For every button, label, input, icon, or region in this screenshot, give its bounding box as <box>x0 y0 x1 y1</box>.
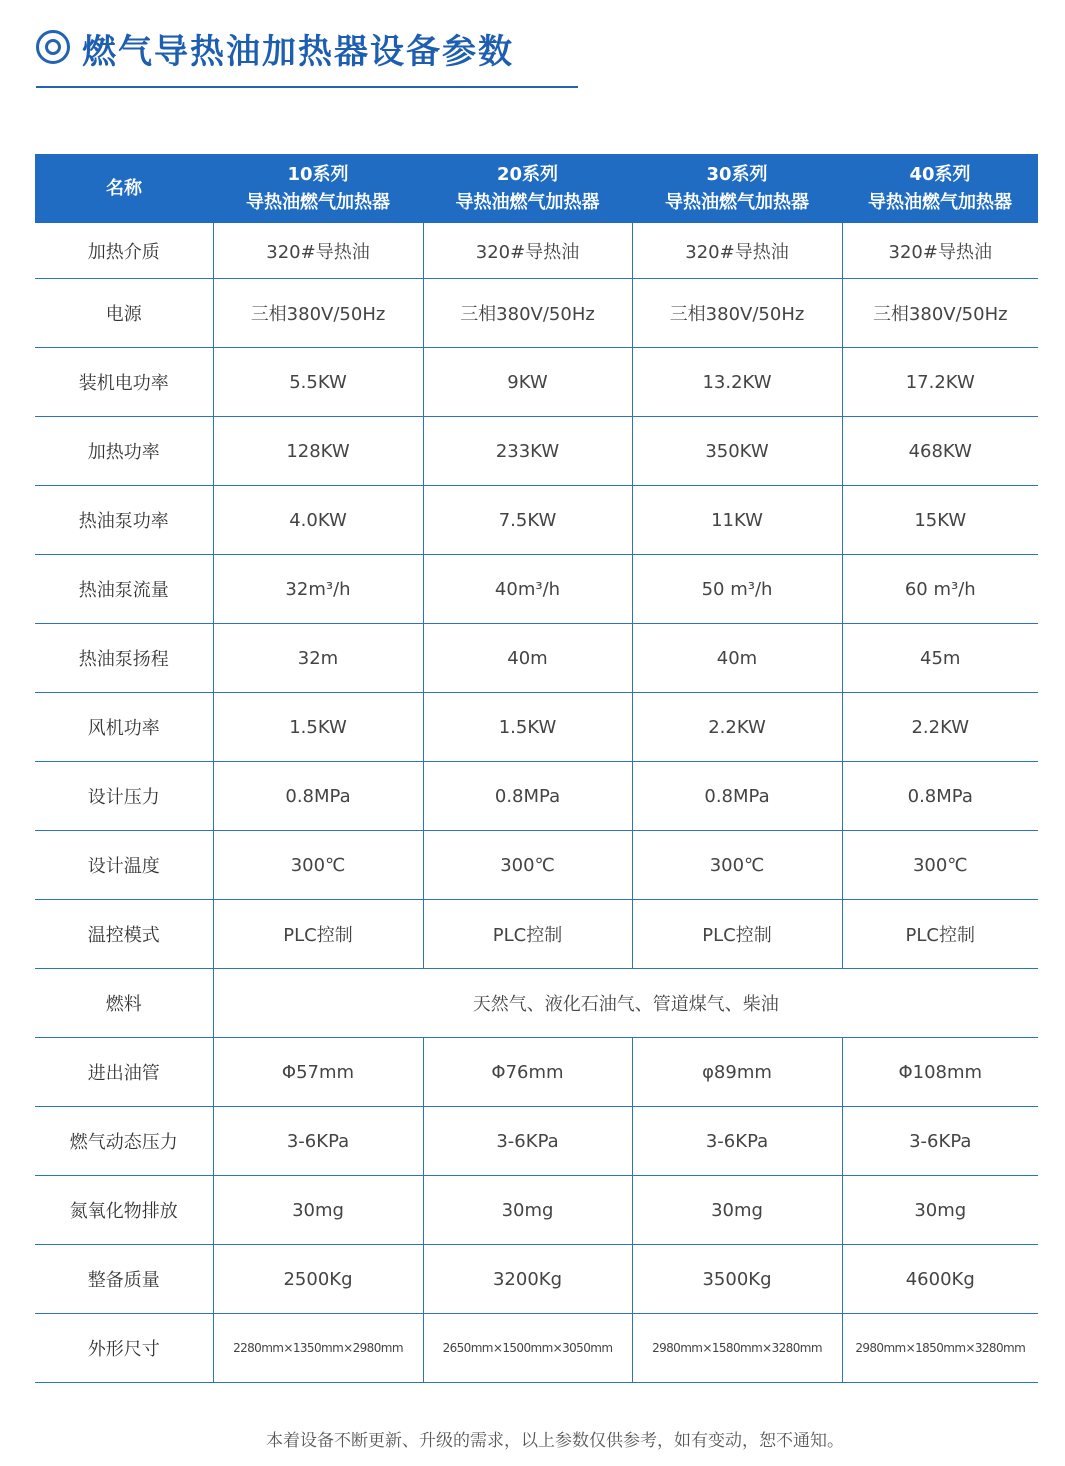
cell-value: 3-6KPa <box>842 1107 1038 1176</box>
table-row <box>35 693 1038 762</box>
cell-value: 9KW <box>423 348 632 417</box>
cell-value: 30mg <box>842 1176 1038 1245</box>
row-label: 热油泵功率 <box>35 486 213 555</box>
cell-value: 468KW <box>842 417 1038 486</box>
cell-value: 128KW <box>213 417 423 486</box>
row-label: 整备质量 <box>35 1245 213 1314</box>
row-label: 电源 <box>35 279 213 348</box>
cell-value: 0.8MPa <box>632 762 842 831</box>
table-row <box>35 417 1038 486</box>
cell-value: Φ57mm <box>213 1038 423 1107</box>
cell-value: 320#导热油 <box>213 223 423 279</box>
header-name: 名称 <box>35 154 213 223</box>
row-label: 温控模式 <box>35 900 213 969</box>
cell-value: φ89mm <box>632 1038 842 1107</box>
cell-value: 3500Kg <box>632 1245 842 1314</box>
table-row <box>35 555 1038 624</box>
cell-value: 7.5KW <box>423 486 632 555</box>
page-title: 燃气导热油加热器设备参数 <box>82 32 514 72</box>
table-row <box>35 624 1038 693</box>
cell-value: 0.8MPa <box>213 762 423 831</box>
header-series-20: 20系列 导热油燃气加热器 <box>423 154 632 223</box>
cell-value: 2280mm×1350mm×2980mm <box>213 1314 423 1383</box>
cell-value: 30mg <box>213 1176 423 1245</box>
table-row <box>35 486 1038 555</box>
cell-value: 2.2KW <box>632 693 842 762</box>
row-label: 热油泵扬程 <box>35 624 213 693</box>
cell-value: 17.2KW <box>842 348 1038 417</box>
cell-value: 320#导热油 <box>632 223 842 279</box>
footnote: 本着设备不断更新、升级的需求，以上参数仅供参考，如有变动，恕不通知。 <box>266 1431 844 1451</box>
table-row <box>35 348 1038 417</box>
table-row <box>35 223 1038 279</box>
cell-value: 320#导热油 <box>423 223 632 279</box>
cell-value: Φ76mm <box>423 1038 632 1107</box>
cell-value: 0.8MPa <box>423 762 632 831</box>
row-label: 装机电功率 <box>35 348 213 417</box>
row-label: 加热功率 <box>35 417 213 486</box>
cell-value: 40m <box>632 624 842 693</box>
cell-value: 13.2KW <box>632 348 842 417</box>
cell-value: 3-6KPa <box>632 1107 842 1176</box>
cell-value: 1.5KW <box>213 693 423 762</box>
cell-value: PLC控制 <box>632 900 842 969</box>
row-label: 风机功率 <box>35 693 213 762</box>
cell-value: 三相380V/50Hz <box>842 279 1038 348</box>
row-label: 设计温度 <box>35 831 213 900</box>
target-circle-icon <box>36 30 70 64</box>
cell-value: 300℃ <box>842 831 1038 900</box>
row-label: 燃料 <box>35 969 213 1038</box>
row-label: 燃气动态压力 <box>35 1107 213 1176</box>
cell-value: 3-6KPa <box>213 1107 423 1176</box>
cell-value: 三相380V/50Hz <box>423 279 632 348</box>
cell-value: 32m³/h <box>213 555 423 624</box>
header-series-30: 30系列 导热油燃气加热器 <box>632 154 842 223</box>
table-row <box>35 969 1038 1038</box>
cell-value: PLC控制 <box>842 900 1038 969</box>
cell-value: 30mg <box>423 1176 632 1245</box>
row-label: 外形尺寸 <box>35 1314 213 1383</box>
table-header-row <box>35 154 1038 223</box>
cell-value: 30mg <box>632 1176 842 1245</box>
table-row <box>35 831 1038 900</box>
cell-value: 11KW <box>632 486 842 555</box>
cell-value: 300℃ <box>213 831 423 900</box>
title-bar <box>36 22 578 88</box>
header-series-40: 40系列 导热油燃气加热器 <box>842 154 1038 223</box>
cell-value: 5.5KW <box>213 348 423 417</box>
cell-value: 2980mm×1850mm×3280mm <box>842 1314 1038 1383</box>
cell-value: PLC控制 <box>213 900 423 969</box>
cell-value: PLC控制 <box>423 900 632 969</box>
cell-value: 32m <box>213 624 423 693</box>
cell-value: Φ108mm <box>842 1038 1038 1107</box>
cell-value: 50 m³/h <box>632 555 842 624</box>
cell-value: 350KW <box>632 417 842 486</box>
table-row <box>35 1245 1038 1314</box>
cell-value: 40m <box>423 624 632 693</box>
cell-value: 2500Kg <box>213 1245 423 1314</box>
cell-value: 4600Kg <box>842 1245 1038 1314</box>
table-row <box>35 762 1038 831</box>
cell-value: 1.5KW <box>423 693 632 762</box>
table-row <box>35 1176 1038 1245</box>
cell-value: 三相380V/50Hz <box>632 279 842 348</box>
cell-value: 3200Kg <box>423 1245 632 1314</box>
table-row <box>35 1314 1038 1383</box>
cell-value: 233KW <box>423 417 632 486</box>
cell-value: 3-6KPa <box>423 1107 632 1176</box>
table-row <box>35 1038 1038 1107</box>
cell-value: 45m <box>842 624 1038 693</box>
row-label: 氮氧化物排放 <box>35 1176 213 1245</box>
cell-value: 60 m³/h <box>842 555 1038 624</box>
cell-value: 0.8MPa <box>842 762 1038 831</box>
table-row <box>35 279 1038 348</box>
cell-value: 320#导热油 <box>842 223 1038 279</box>
header-series-10: 10系列 导热油燃气加热器 <box>213 154 423 223</box>
table-row <box>35 900 1038 969</box>
table-row <box>35 1107 1038 1176</box>
cell-value: 4.0KW <box>213 486 423 555</box>
row-label: 进出油管 <box>35 1038 213 1107</box>
cell-value: 300℃ <box>423 831 632 900</box>
row-label: 设计压力 <box>35 762 213 831</box>
spec-table <box>35 154 1038 1383</box>
cell-value: 15KW <box>842 486 1038 555</box>
cell-value: 2650mm×1500mm×3050mm <box>423 1314 632 1383</box>
cell-value: 40m³/h <box>423 555 632 624</box>
cell-value-merged: 天然气、液化石油气、管道煤气、柴油 <box>213 969 1038 1038</box>
cell-value: 2980mm×1580mm×3280mm <box>632 1314 842 1383</box>
row-label: 热油泵流量 <box>35 555 213 624</box>
row-label: 加热介质 <box>35 223 213 279</box>
cell-value: 300℃ <box>632 831 842 900</box>
cell-value: 2.2KW <box>842 693 1038 762</box>
cell-value: 三相380V/50Hz <box>213 279 423 348</box>
